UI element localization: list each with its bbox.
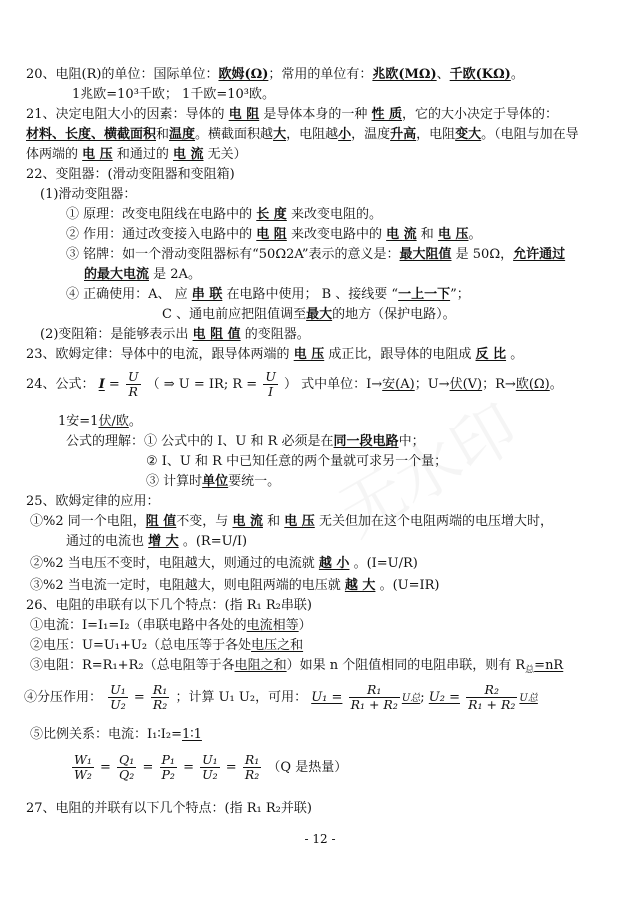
answer: 长 度	[256, 207, 287, 222]
item-20-conversion: 1兆欧=10³千欧； 1千欧=10³欧。	[72, 87, 275, 102]
text: ，电阻	[416, 127, 456, 142]
text: 。(U=IR)	[379, 578, 440, 593]
text: 要统一。	[228, 474, 281, 489]
text: 。(R=U/I)	[182, 534, 248, 549]
answer: 安(A)	[382, 377, 415, 392]
text: 是 50Ω，	[455, 247, 514, 262]
answer: 小	[338, 127, 352, 142]
answer: 电流相等	[246, 618, 299, 633]
text: ①电流：I=I₁=I₂（串联电路中各处的	[30, 618, 247, 633]
subscript: 总	[525, 665, 535, 676]
answer: 增 大	[148, 534, 179, 549]
denominator: R₁ + R₂	[468, 697, 516, 712]
fraction-p	[160, 753, 177, 782]
text: ③ 铭牌：如一个滑动变阻器标有“50Ω2A”表示的意义是：	[66, 247, 400, 262]
answer: 阻 值	[145, 514, 177, 529]
item-22-nameplate-cont	[84, 266, 201, 284]
denominator: R₂	[152, 697, 168, 712]
numerator: U	[265, 369, 276, 384]
answer: 材料、长度、横截面积	[26, 127, 157, 142]
answer: 电阻之和	[234, 658, 287, 673]
text: ，它的大小决定于导体的：	[402, 107, 559, 122]
text: 体两端的	[26, 147, 79, 162]
text: 通过的电流也	[66, 534, 145, 549]
numerator: U	[127, 369, 139, 384]
item-22-sub1: (1)滑动变阻器：	[40, 187, 137, 202]
text: ；U→	[414, 377, 450, 392]
answer: 电 压	[293, 347, 325, 362]
text: ② 作用：通过改变接入电路中的	[66, 227, 253, 242]
text: 。	[549, 377, 563, 392]
answer: 同一段电路	[333, 434, 399, 449]
answer: 千欧(KΩ)	[449, 67, 511, 82]
text: （Q 是热量）	[267, 760, 348, 775]
item-22-title: 22、变阻器：(滑动变阻器和变阻箱)	[26, 167, 235, 182]
numerator: R₂	[466, 683, 517, 698]
denominator: U₂	[110, 697, 126, 712]
answer: 大	[273, 127, 287, 142]
text: ；R→	[482, 377, 516, 392]
answer: 单位	[202, 474, 229, 489]
numerator: R₁	[152, 682, 168, 697]
numerator: P₁	[161, 752, 175, 767]
answer: 兆欧(MΩ)	[372, 67, 437, 82]
item-25-point3	[30, 577, 440, 595]
text: 来改变电阻的。	[290, 207, 382, 222]
item-22-sub2	[40, 326, 310, 344]
item-26-ratio-formula	[70, 748, 347, 788]
page-number: - 12 -	[304, 832, 336, 846]
item-22-principle	[66, 206, 382, 224]
fraction-u1-u2	[108, 683, 128, 712]
item-27-title: 27、电阻的并联有以下几个特点：(指 R₁ R₂并联)	[26, 801, 312, 816]
item-24-understanding-2: ② I、U 和 R 中已知任意的两个量就可求另一个量；	[146, 454, 448, 469]
formula-u2: U₂ =	[428, 690, 460, 705]
equals: =	[183, 760, 194, 775]
fraction-r1-r2	[151, 683, 169, 712]
item-23-line	[26, 346, 523, 364]
text: 无关但加在这个电阻两端的电压增大时，	[318, 514, 553, 529]
text: 20、电阻(R)的单位：国际单位：	[26, 67, 219, 82]
text: 。	[510, 67, 524, 82]
item-25-point1	[30, 513, 553, 531]
text: 来改变电路中的	[290, 227, 382, 242]
denominator: R₂	[244, 767, 260, 782]
denominator: Q₂	[119, 767, 135, 782]
answer: 允许通过	[513, 247, 566, 262]
text: ⑤比例关系：电流：I₁∶I₂=	[30, 727, 182, 742]
text: ③%2 当电流一定时，电阻越大，则电阻两端的电压就	[30, 578, 341, 593]
item-25-point1-cont	[66, 533, 247, 551]
fraction-u-over-i	[263, 370, 278, 399]
numerator: W₁	[74, 752, 92, 767]
text: 1安=1	[58, 414, 99, 429]
item-22-usage-c	[162, 306, 456, 324]
answer: 电压之和	[251, 638, 304, 653]
item-20-line	[26, 66, 524, 84]
answer: 越 小	[318, 556, 350, 571]
fraction-r	[243, 753, 261, 782]
formula-u1: U₁ =	[311, 690, 343, 705]
fraction-w	[72, 753, 94, 782]
answer: 伏/欧	[98, 414, 129, 429]
text: 成正比，跟导体的电阻成	[328, 347, 472, 362]
text: ）如果 n 个阻值相同的电阻串联，则有 R	[286, 658, 526, 673]
answer: 电 阻 值	[192, 327, 241, 342]
fraction-r1-sum	[349, 683, 400, 712]
answer: 电 压	[284, 514, 315, 529]
text: ④ 正确使用：A、 应	[66, 287, 188, 302]
text: 。	[468, 227, 482, 242]
answer: 电 压	[437, 227, 469, 242]
text: 和	[267, 514, 281, 529]
text: 在电路中使用； B 、接线要 “	[226, 287, 399, 302]
numerator: Q₁	[119, 752, 135, 767]
text: C 、通电前应把阻值调至	[162, 307, 307, 322]
item-22-function	[66, 226, 481, 244]
text: ”；	[450, 287, 470, 302]
text: 、	[436, 67, 450, 82]
text: 中；	[398, 434, 425, 449]
text: ③ 计算时	[146, 474, 203, 489]
fraction-u-over-r	[126, 370, 141, 399]
answer: 串 联	[191, 287, 223, 302]
text: 。横截面积越	[195, 127, 274, 142]
answer: 电 流	[172, 147, 204, 162]
item-24-unit	[58, 413, 142, 431]
text: 不变，与	[176, 514, 229, 529]
item-24-formula-line: 24、公式： I = $\frac{U}{R}$ （ ⇒ U = IR; R = $\frac{U}{I}$ ） 式中单位：I→安(A)；U→伏(V)；R→欧(Ω)。	[26, 369, 563, 399]
answer: 温度	[169, 127, 196, 142]
text: 的变阻器。	[244, 327, 310, 342]
total-voltage: U总	[519, 693, 538, 704]
item-22-usage	[66, 286, 470, 304]
text: 是 2A。	[153, 267, 201, 282]
answer: 电 流	[232, 514, 263, 529]
item-21-line2	[26, 126, 579, 144]
item-26-ratio	[30, 726, 202, 744]
answer: 1∶1	[181, 727, 202, 742]
answer: 电 流	[386, 227, 417, 242]
answer: 欧(Ω)	[515, 377, 550, 392]
fraction-u	[200, 753, 220, 782]
equals: =	[100, 760, 111, 775]
text: ②电压：U=U₁+U₂（总电压等于各处	[30, 638, 252, 653]
fraction-q	[117, 753, 136, 782]
text: 的地方（保护电路）。	[332, 307, 456, 322]
item-21-line1	[26, 106, 558, 124]
numerator: R₁	[349, 683, 400, 698]
text: 公式的理解：① 公式中的 I、U 和 R 必须是在	[66, 434, 334, 449]
answer: 最大	[306, 307, 333, 322]
denominator: U₂	[202, 767, 218, 782]
item-25-title: 25、欧姆定律的应用：	[26, 494, 160, 509]
total-voltage: U总	[401, 693, 421, 704]
text: 24、公式：	[26, 377, 95, 392]
text: ①%2 同一个电阻，	[30, 514, 146, 529]
item-26-divider: ④分压作用： $\frac{\text{U₁}}{\text{U₂}}$ = $\frac{\text{R₁}}{\text{R₂}}$ ；计算 U₁ U₂，可用： U₁ = $\frac{\text{R₁}}{\text{R₁ + R₂}}$ U总; U₂ = $\frac{\text{R₂}}{\text{R₁ + R₂}}$ U总	[24, 682, 538, 712]
text: （ ⇒ U = IR; R =	[146, 377, 258, 392]
answer: 升高	[390, 127, 417, 142]
answer: 反 比	[475, 347, 507, 362]
text: ④分压作用：	[24, 690, 103, 705]
answer: 性 质	[371, 107, 403, 122]
item-26-resistance	[30, 657, 563, 680]
answer: 欧姆(Ω)	[218, 67, 269, 82]
denominator: R₁ + R₂	[350, 697, 398, 712]
text: ① 原理：改变电阻线在电路中的	[66, 207, 253, 222]
denominator: P₂	[161, 767, 175, 782]
answer: 最大阻值	[399, 247, 452, 262]
answer: 越 大	[344, 578, 376, 593]
text: (2)变阻箱：是能够表示出	[40, 327, 189, 342]
denominator: I	[268, 384, 274, 399]
text: 无关）	[207, 147, 247, 162]
answer: 的最大电流	[84, 267, 150, 282]
text: ；计算 U₁ U₂，可用：	[175, 690, 308, 705]
text: 是导体本身的一种	[263, 107, 368, 122]
text: ③电阻：R=R₁+R₂（总电阻等于各	[30, 658, 235, 673]
text: 和	[420, 227, 434, 242]
text: 。(I=U/R)	[353, 556, 418, 571]
text: ，温度	[351, 127, 391, 142]
item-24-understanding-3	[146, 473, 280, 491]
item-25-point2	[30, 555, 418, 573]
equals: =	[133, 690, 145, 705]
text: ②%2 当电压不变时，电阻越大，则通过的电流就	[30, 556, 315, 571]
item-26-title: 26、电阻的串联有以下几个特点：(指 R₁ R₂串联)	[26, 598, 312, 613]
text: ） 式中单位：I→	[284, 377, 383, 392]
answer: 电 阻	[228, 107, 260, 122]
item-26-current	[30, 617, 312, 635]
item-21-line3	[26, 146, 247, 164]
formula-I: I	[98, 377, 105, 392]
denominator: R	[128, 384, 138, 399]
answer: 变大	[455, 127, 482, 142]
text: 和通过的	[116, 147, 169, 162]
text: 。（电阻与加在导	[481, 127, 579, 142]
fraction-r2-sum	[466, 683, 517, 712]
answer: 伏(V)	[449, 377, 483, 392]
item-24-understanding-1	[66, 433, 425, 451]
answer: 电 压	[82, 147, 113, 162]
text: 23、欧姆定律：导体中的电流，跟导体两端的	[26, 347, 290, 362]
numerator: U₁	[110, 682, 126, 697]
text: 。	[510, 347, 524, 362]
answer: 一上一下	[398, 287, 451, 302]
answer: =nR	[534, 658, 564, 673]
text: 。	[128, 414, 142, 429]
item-26-voltage	[30, 637, 303, 655]
text: ；常用的单位有：	[268, 67, 373, 82]
text: ）	[298, 618, 312, 633]
text: 和	[156, 127, 170, 142]
numerator: R₁	[244, 752, 260, 767]
equals: =	[225, 760, 237, 775]
item-22-nameplate	[66, 246, 565, 264]
equals: =	[142, 760, 154, 775]
answer: 电 阻	[256, 227, 287, 242]
text: 21、决定电阻大小的因素：导体的	[26, 107, 225, 122]
text: ，电阻越	[286, 127, 339, 142]
numerator: U₁	[202, 752, 218, 767]
denominator: W₂	[74, 767, 92, 782]
